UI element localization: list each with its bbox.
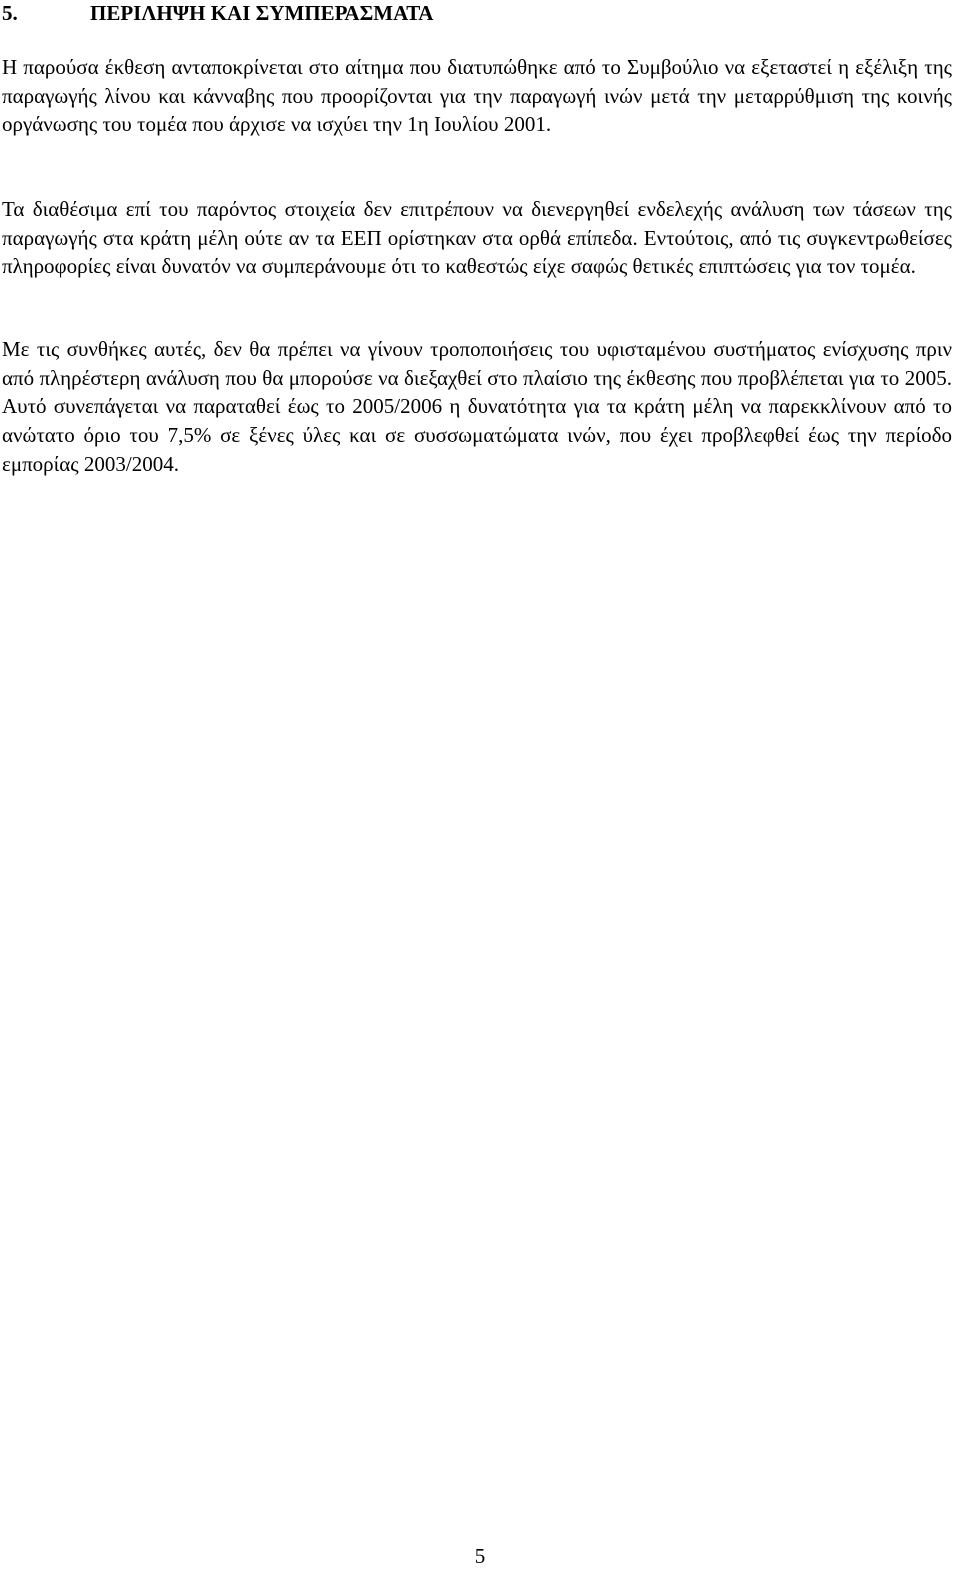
paragraph-findings: Τα διαθέσιμα επί του παρόντος στοιχεία δεν επιτρέπουν να διενεργηθεί ενδελεχής ανάλυση των τάσεων της παραγωγής στα κράτη μέλη ούτε αν τα ΕΕΠ ορίστηκαν στα ορθά επίπεδα. Εντούτοις, από τις συγκεντρωθείσες πληροφορίες είναι δυνατόν να συμπεράνουμε ότι το καθεστώς είχε σαφώς θετικές επιπτώσεις για τον τομέα. bbox=[2, 197, 952, 279]
paragraph-intro: Η παρούσα έκθεση ανταποκρίνεται στο αίτημα που διατυπώθηκε από το Συμβούλιο να εξεταστεί η εξέλιξη της παραγωγής λίνου και κάνναβης που προορίζονται για την παραγωγή ινών μετά την μεταρρύθμιση της κοινής οργάνωσης του τομέα που άρχισε να ισχύει την 1η Ιουλίου 2001. bbox=[2, 55, 952, 137]
paragraph-conclusion: Με τις συνθήκες αυτές, δεν θα πρέπει να γίνουν τροποποιήσεις του υφισταμένου συστήματος ενίσχυσης πριν από πληρέστερη ανάλυση που θα μπορούσε να διεξαχθεί στο πλαίσιο της έκθεσης που προβλέπεται για το 2005. Αυτό συνεπάγεται να παραταθεί έως το 2005/2006 η δυνατότητα για τα κράτη μέλη να παρεκκλίνουν από το ανώτατο όριο του 7,5% σε ξένες ύλες και σε συσσωματώματα ινών, που έχει προβλεφθεί έως την περίοδο εμπορίας 2003/2004. bbox=[2, 337, 952, 476]
section-number: 5. bbox=[2, 1, 18, 25]
section-heading bbox=[2, 0, 433, 26]
page-number: 5 bbox=[474, 1544, 486, 1568]
section-title: ΠΕΡΙΛΗΨΗ ΚΑΙ ΣΥΜΠΕΡΑΣΜΑΤΑ bbox=[90, 1, 434, 25]
